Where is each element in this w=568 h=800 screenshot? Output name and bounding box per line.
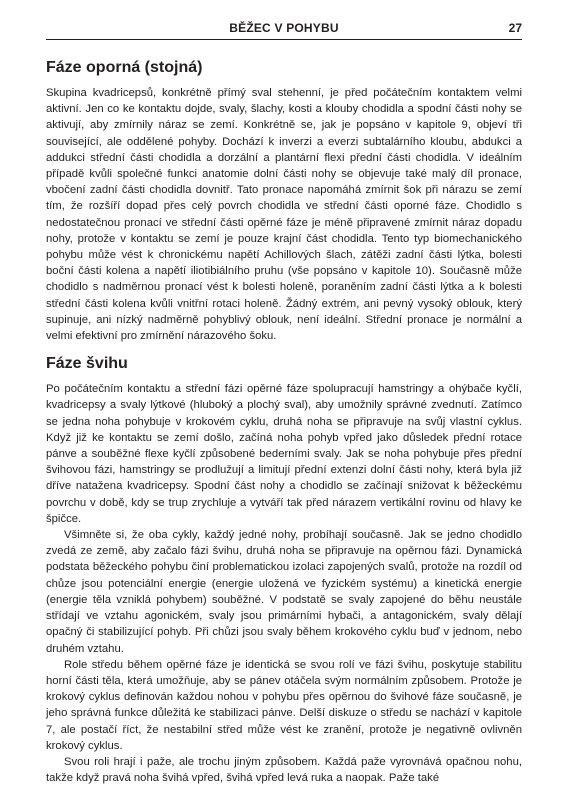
page-number: 27 [508,21,522,35]
paragraph: Skupina kvadricepsů, konkrétně přímý sval stehenní, je před počátečním kontaktem velmi aktivní. Jen co ke kontaktu dojde, svaly, šlachy, kosti a klouby chodidla a spodní části nohy se aktivují, aby zmírnily náraz se zemí. Konkrétně se, jak je popsáno v kapitole 9, objeví tři související, ale oddělené pohyby. Dochází k inverzi a everzi subtalárního kloubu, abdukci a addukci střední části chodidla a dorzální a plantární flexi přední části chodidla. V ideálním případě kvůli společné funkci anatomie dolní části nohy se objevuje také malý díl pronace, vbočení zadní části chodidla dovnitř. Tato pronace napomáhá zmírnit šok při nárazu se zemí tím, že rozšíří dopad přes celý povrch chodidla ve střední části oporné fáze. Chodidlo s nedostatečnou pronací ve střední části opěrné fáze je méně připravené zmírnit náraz dopadu nohy, protože v kontaktu se zemí je pouze krajní část chodidla. Tento typ biomechanického pohybu může vést k chronickému napětí Achillových šlach, zátěži zadní části lýtka, bolesti boční části kolena a napětí iliotibiálního pruhu (vše popsáno v kapitole 10). Současně může chodidlo s nadměrnou pronací vést k bolesti holeně, poraněním zadní části lýtka a k bolesti střední části kolena kvůli vnitřní rotaci holeně. Žádný extrém, ani pevný vysoký oblouk, který supinuje, ani nízký nadměrně pohyblivý oblouk, není ideální. Střední pronace je normální a velmi efektivní pro zmírnění nárazového šoku. [46,87,522,343]
page-content [46,58,522,786]
running-header [46,18,522,38]
running-title: BĚŽEC V POHYBU [229,21,339,35]
paragraph: Všimněte si, že oba cykly, každý jedné nohy, probíhají současně. Jak se jedno chodidlo zvedá ze země, aby začalo fázi švihu, druhá noha se připravuje na opěrnou fázi. Dynamická podstata běžeckého pohybu činí problematickou izolaci zapojených svalů, protože na rozdíl od chůze jsou potenciální energie (energie uložená ve fyzickém systému) a kinetická energie (energie těla vzniklá pohybem) souběžné. V podstatě se svaly zapojené do běhu neustále střídají ve vztahu agonickém, svaly jsou primárními hybači, a antagonickém, svaly dělají opačný či stabilizující pohyb. Při chůzi jsou svaly během krokového cyklu buď v jednom, nebo druhém vztahu. [46,529,522,655]
section-stance-phase [46,58,522,344]
section-swing-phase [46,354,522,786]
header-rule [46,39,522,40]
paragraph: Svou roli hrají i paže, ale trochu jiným způsobem. Každá paže vyrovnává opačnou nohu, takže když pravá noha švihá vpřed, švihá vpřed levá ruka a naopak. Paže také [46,755,522,785]
section-heading: Fáze švihu [46,355,128,373]
paragraph: Role středu během opěrné fáze je identická se svou rolí ve fázi švihu, poskytuje stabilitu horní části těla, která umožňuje, aby se pánev otáčela svým normálním způsobem. Protože je krokový cyklus definován každou nohou v pohybu přes opěrnou do švihové fáze současně, je jeho správná funkce důležitá ke stabilizaci pánve. Delší diskuze o středu se nachází v kapitole 7, ale postačí říct, že nestabilní střed může vést ke zranění, protože je negativně ovlivněn krokový cyklus. [46,658,522,752]
section-heading: Fáze oporná (stojná) [46,59,203,76]
paragraph: Po počátečním kontaktu a střední fázi opěrné fáze spolupracují hamstringy a ohýbače kyčlí, kvadricepsy a svaly lýtkové (hluboký a plochý sval), aby umožnily správné zvednutí. Zatímco se jedna noha pohybuje v krokovém cyklu, druhá noha se připravuje na svůj vlastní cyklus. Když již ke kontaktu se zemí došlo, začíná noha pohyb vpřed jako důsledek přední rotace pánve a souběžné flexe kyčlí způsobené bederními svaly. Jak se noha pohybuje přes přední švihovou fázi, hamstringy se prodlužují a limitují přední extenzi dolní části nohy, která byla již dříve natažena kvadricepsy. Spodní část nohy a chodidlo se začínají snižovat k běžeckému povrchu v době, kdy se trup zrychluje a vytváří tak před nárazem vertikální rovinu od hlavy ke špičce. [46,383,522,525]
